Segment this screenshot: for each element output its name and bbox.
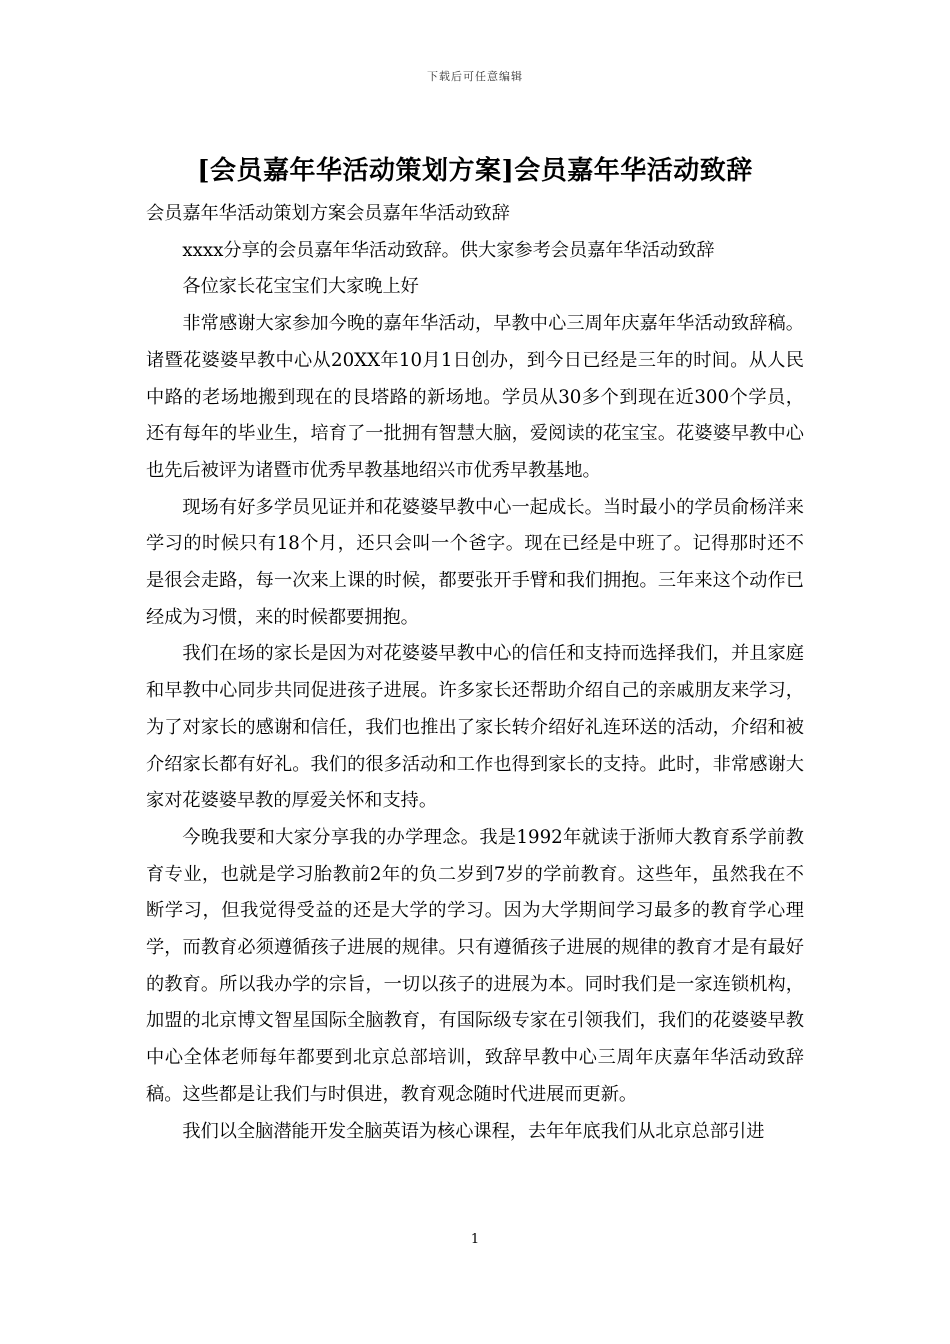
intro-line: xxxx分享的会员嘉年华活动致辞。供大家参考会员嘉年华活动致辞 — [182, 239, 715, 261]
subtitle-line: 会员嘉年华活动策划方案会员嘉年华活动致辞 — [146, 203, 510, 224]
paragraph: 现场有好多学员见证并和花婆婆早教中心一起成长。当时最小的学员俞杨洋来学习的时候只有18个月，还只会叫一个爸字。现在已经是中班了。记得那时还不是很会走路，每一次来上课的时候，都要张开手臂和我们拥抱。三年来这个动作已经成为习惯，来的时候都要拥抱。 — [146, 496, 804, 628]
paragraph: 我们以全脑潜能开发全脑英语为核心课程，去年年底我们从北京总部引进 — [182, 1120, 765, 1142]
paragraph: 非常感谢大家参加今晚的嘉年华活动，早教中心三周年庆嘉年华活动致辞稿。诸暨花婆婆早教中心从20XX年10月1日创办，到今日已经是三年的时间。从人民中路的老场地搬到现在的艮塔路的新场地。学员从30多个到现在近300个学员，还有每年的毕业生，培育了一批拥有智慧大脑，爱阅读的花宝宝。花婆婆早教中心也先后被评为诸暨市优秀早教基地绍兴市优秀早教基地。 — [146, 313, 804, 481]
header-note: 下载后可任意编辑 — [427, 70, 523, 83]
greeting-line: 各位家长花宝宝们大家晚上好 — [182, 276, 419, 298]
page-number: 1 — [470, 1232, 480, 1247]
paragraph: 今晚我要和大家分享我的办学理念。我是1992年就读于浙师大教育系学前教育专业，也就是学习胎教前2年的负二岁到7岁的学前教育。这些年，虽然我在不断学习，但我觉得受益的还是大学的学习。因为大学期间学习最多的教育学心理学，而教育必须遵循孩子进展的规律。只有遵循孩子进展的规律的教育才是有最好的教育。所以我办学的宗旨，一切以孩子的进展为本。同时我们是一家连锁机构，加盟的北京博文智星国际全脑教育，有国际级专家在引领我们，我们的花婆婆早教中心全体老师每年都要到北京总部培训，致辞早教中心三周年庆嘉年华活动致辞稿。这些都是让我们与时俱进，教育观念随时代进展而更新。 — [146, 826, 804, 1105]
document-body — [146, 196, 804, 1150]
document-title: [会员嘉年华活动策划方案]会员嘉年华活动致辞 — [197, 156, 753, 186]
paragraph: 我们在场的家长是因为对花婆婆早教中心的信任和支持而选择我们，并且家庭和早教中心同步共同促进孩子进展。许多家长还帮助介绍自己的亲戚朋友来学习，为了对家长的感谢和信任，我们也推出了家长转介绍好礼连环送的活动，介绍和被介绍家长都有好礼。我们的很多活动和工作也得到家长的支持。此时，非常感谢大家对花婆婆早教的厚爱关怀和支持。 — [146, 643, 804, 812]
